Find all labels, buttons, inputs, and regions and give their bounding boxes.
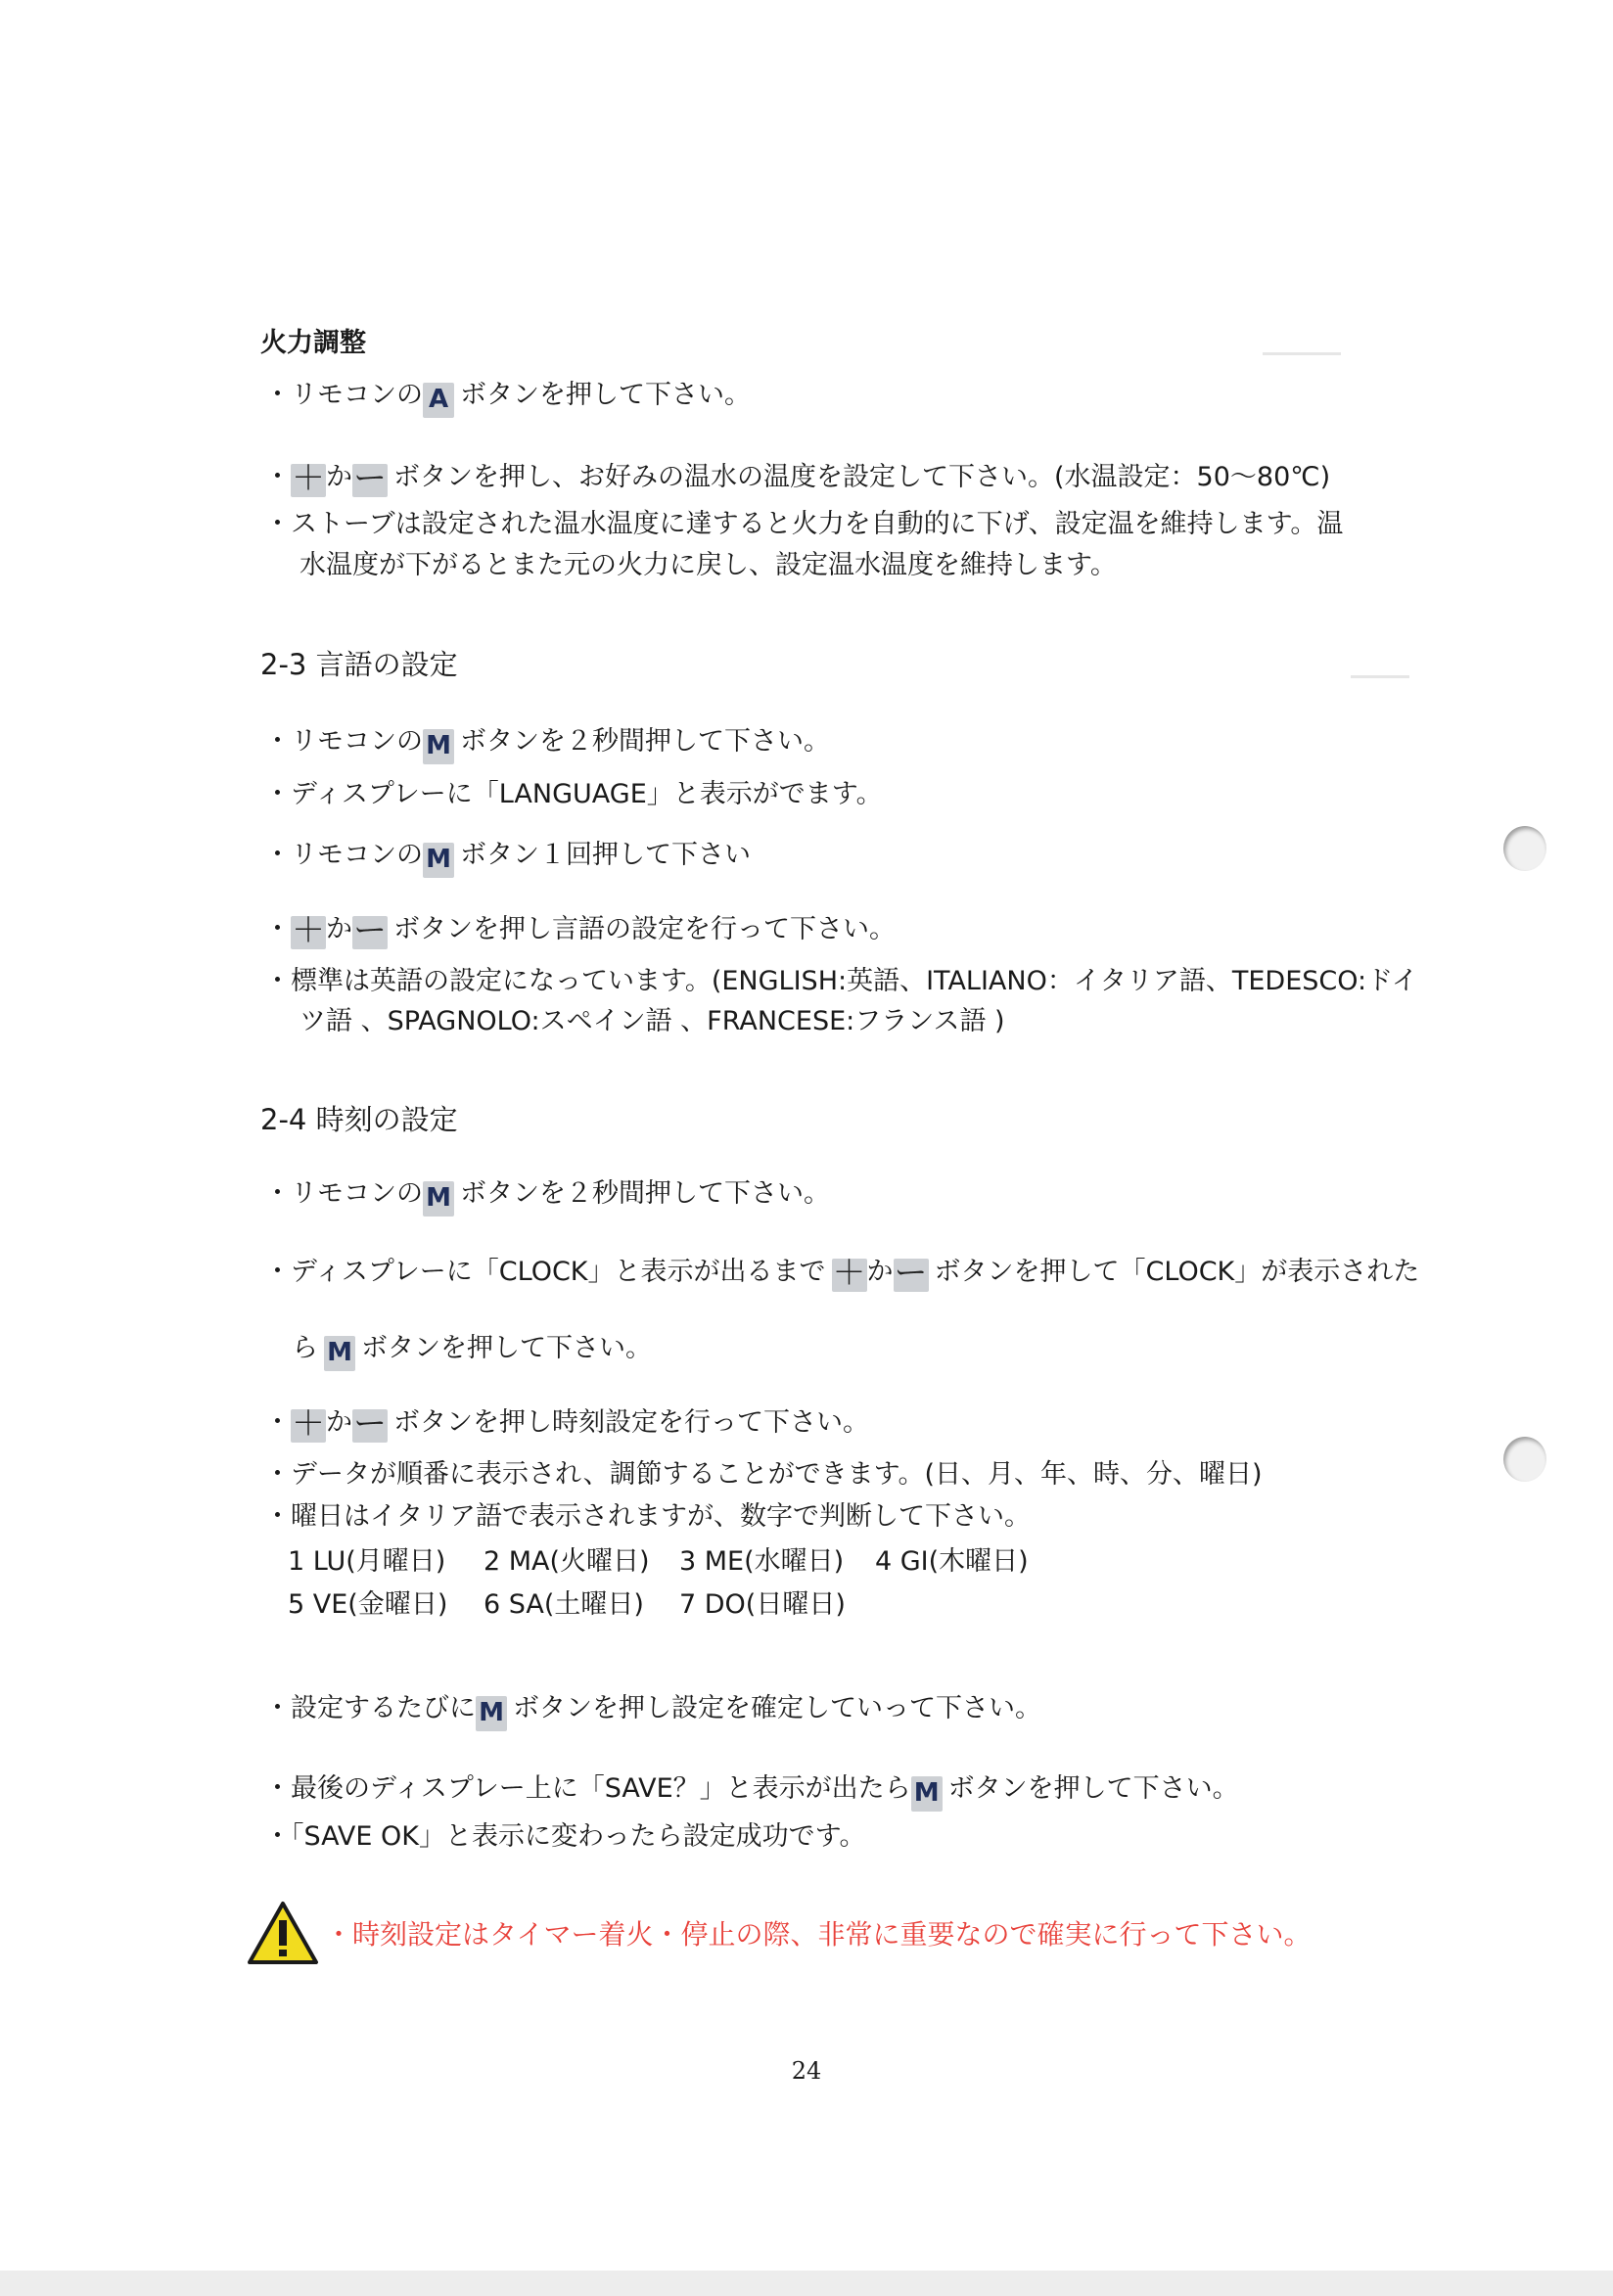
lang-step-4 [264, 910, 896, 949]
clock-step-2 [264, 1253, 1419, 1292]
weekday-row-1 [288, 1542, 1071, 1582]
warning-triangle-icon [247, 1901, 319, 1965]
step-text: ボタンを押して下さい。 [460, 380, 751, 410]
step-text: ・リモコンの [264, 380, 423, 410]
heat-step-2 [264, 458, 1330, 497]
section-heading-heat: 火力調整 [260, 328, 366, 358]
clock-step-7 [264, 1769, 1239, 1812]
step-text: ・リモコンの [264, 726, 423, 757]
step-text: ・リモコンの [264, 1178, 423, 1209]
step-text: ・最後のディスプレー上に「SAVE？」と表示が出たら [264, 1773, 911, 1804]
clock-step-8: ・「SAVE OK」と表示に変わったら設定成功です。 [264, 1821, 866, 1852]
step-text: ・設定するたびに [264, 1693, 476, 1723]
lang-step-5: ・標準は英語の設定になっています。(ENGLISH:英語、ITALIANO：イタリア語、TEDESCO:ドイ [264, 966, 1418, 996]
weekday-item: 3 ME(水曜日) [679, 1546, 845, 1577]
step-text: ボタンを２秒間押して下さい。 [460, 1178, 830, 1209]
step-text: ボタンを押し言語の設定を行って下さい。 [393, 914, 896, 944]
step-text: ボタン１回押して下さい [460, 840, 751, 870]
page-number: 24 [791, 2057, 822, 2085]
weekday-item: 6 SA(土曜日) [484, 1589, 644, 1620]
weekday-item: 4 GI(木曜日) [875, 1546, 1029, 1577]
step-text: ボタンを押し時刻設定を行って下さい。 [393, 1407, 869, 1438]
minus-key-icon: ー [353, 911, 387, 950]
step-text: ボタンを押し設定を確定していって下さい。 [513, 1693, 1041, 1723]
scan-edge [0, 2271, 1613, 2296]
weekday-item: 1 LU(月曜日) [288, 1546, 446, 1577]
warning-text: ・時刻設定はタイマー着火・停止の際、非常に重要なので確実に行って下さい。 [325, 1918, 1312, 1951]
step-text: ボタンを押して下さい。 [361, 1333, 652, 1363]
lang-step-5-cont: ツ語 、SPAGNOLO:スペイン語 、FRANCESE:フランス語 ) [300, 1006, 1005, 1036]
bleed-through [1351, 675, 1409, 678]
weekday-item: 5 VE(金曜日) [288, 1589, 448, 1620]
heat-step-3: ・ストーブは設定された温水温度に達すると火力を自動的に下げ、設定温を維持します。温 [264, 509, 1344, 539]
plus-key-icon: ＋ [292, 911, 325, 950]
step-text: ボタンを押し、お好みの温水の温度を設定して下さい。(水温設定：50～80℃) [393, 462, 1331, 492]
weekday-item: 2 MA(火曜日) [484, 1546, 650, 1577]
heat-step-1 [264, 376, 751, 418]
weekday-row-2 [288, 1585, 875, 1625]
punch-hole [1503, 826, 1546, 871]
step-text: ・リモコンの [264, 840, 423, 870]
clock-step-4: ・データが順番に表示され、調節することができます。(日、月、年、時、分、曜日) [264, 1459, 1263, 1490]
minus-key-icon: ー [894, 1254, 928, 1293]
step-text: ら [292, 1333, 318, 1363]
clock-step-1 [264, 1174, 830, 1217]
a-key-icon: A [423, 383, 454, 418]
m-key-icon: M [423, 1181, 454, 1217]
m-key-icon: M [423, 729, 454, 764]
clock-step-6 [264, 1689, 1041, 1731]
step-text: ボタンを押して下さい。 [947, 1773, 1239, 1804]
clock-step-5: ・曜日はイタリア語で表示されますが、数字で判断して下さい。 [264, 1501, 1031, 1532]
weekday-item: 7 DO(日曜日) [679, 1589, 846, 1620]
or-text: か [326, 1407, 352, 1438]
step-text: ボタンを２秒間押して下さい。 [460, 726, 830, 757]
minus-key-icon: ー [353, 459, 387, 498]
bleed-through [1263, 352, 1341, 355]
lang-step-3 [264, 836, 751, 878]
section-heading-clock: 2-4 時刻の設定 [260, 1103, 458, 1136]
m-key-icon: M [911, 1776, 943, 1812]
plus-key-icon: ＋ [292, 459, 325, 498]
step-text: ・ディスプレーに「CLOCK」と表示が出るまで [264, 1257, 826, 1287]
clock-step-3 [264, 1403, 869, 1443]
section-heading-language: 2-3 言語の設定 [260, 648, 458, 681]
plus-key-icon: ＋ [292, 1404, 325, 1444]
clock-step-2-cont [292, 1329, 652, 1371]
plus-key-icon: ＋ [832, 1254, 866, 1293]
or-text: か [326, 914, 352, 944]
bullet: ・ [264, 462, 291, 492]
step-text: ボタンを押して「CLOCK」が表示された [934, 1257, 1420, 1287]
heat-step-3-cont: 水温度が下がるとまた元の火力に戻し、設定温水温度を維持します。 [300, 550, 1117, 580]
warning-note [247, 1901, 1311, 1965]
bullet: ・ [264, 1407, 291, 1438]
bullet: ・ [264, 914, 291, 944]
or-text: か [866, 1257, 894, 1287]
minus-key-icon: ー [353, 1404, 387, 1444]
lang-step-1 [264, 722, 830, 764]
lang-step-2: ・ディスプレーに「LANGUAGE」と表示がでます。 [264, 779, 883, 809]
m-key-icon: M [423, 843, 454, 878]
m-key-icon: M [476, 1696, 507, 1731]
or-text: か [326, 462, 352, 492]
m-key-icon: M [324, 1336, 355, 1371]
punch-hole [1503, 1437, 1546, 1482]
